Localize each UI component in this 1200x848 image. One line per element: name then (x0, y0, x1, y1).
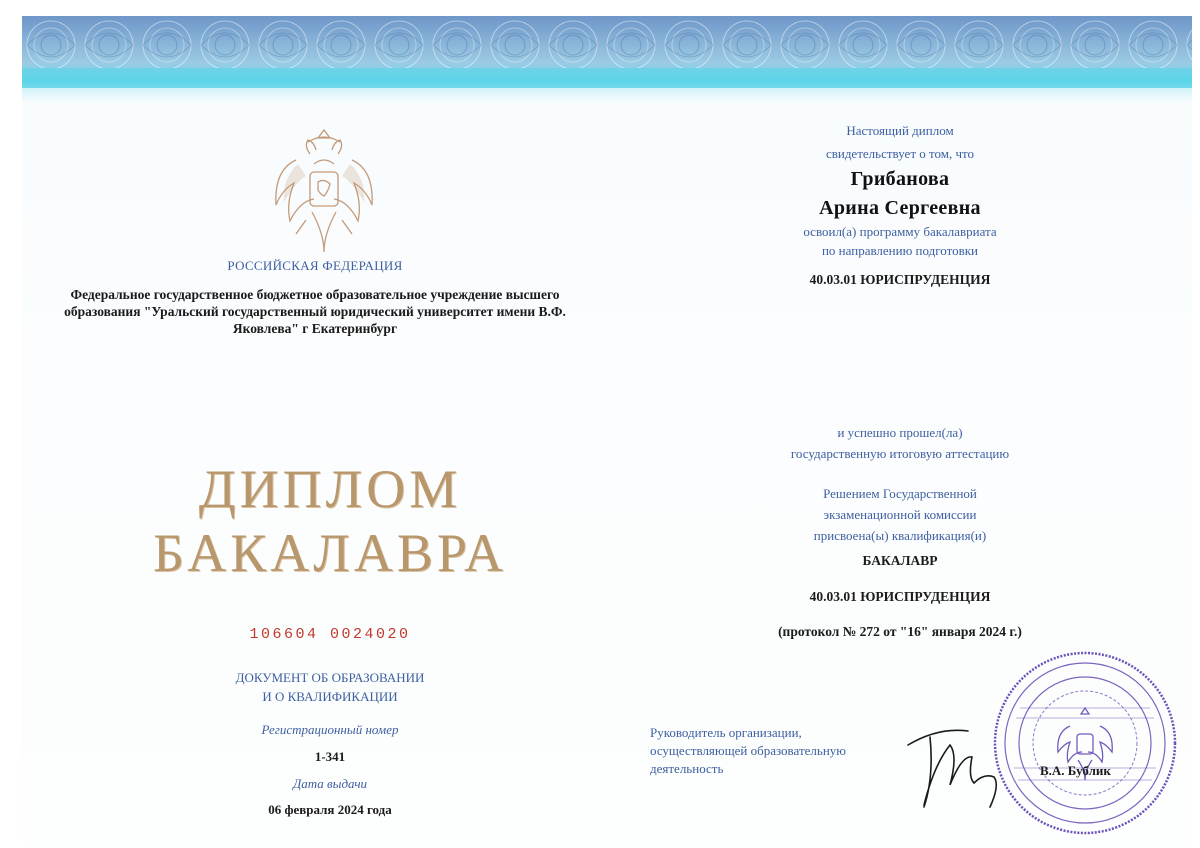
attestation-line1: и успешно прошел(ла) (837, 425, 963, 440)
decision-line3: присвоена(ы) квалификация(и) (813, 528, 987, 543)
serial-number: 106604 0024020 (249, 626, 411, 643)
attestation-line2: государственную итоговую аттестацию (790, 446, 1010, 461)
decorative-header-band (22, 16, 1192, 102)
intro-line2: свидетельствует о том, что (825, 146, 975, 161)
country-name: РОССИЙСКАЯ ФЕДЕРАЦИЯ (227, 258, 403, 273)
coat-of-arms-icon (268, 120, 380, 260)
registration-label: Регистрационный номер (261, 722, 399, 737)
graduate-given-names: Арина Сергеевна (819, 197, 981, 219)
diploma-title-line1: ДИПЛОМ (198, 459, 462, 519)
protocol-reference: (протокол № 272 от "16" января 2024 г.) (778, 624, 1022, 639)
signatory-caption (650, 724, 910, 778)
issue-date-label: Дата выдачи (292, 776, 368, 791)
program-intro-line1: освоил(а) программу бакалавриата (803, 224, 997, 239)
intro-line1: Настоящий диплом (846, 123, 954, 138)
guilloche-pattern (22, 16, 1192, 102)
registration-number: 1-341 (314, 749, 346, 764)
document-type-line1: ДОКУМЕНТ ОБ ОБРАЗОВАНИИ (235, 670, 425, 685)
program-name: 40.03.01 ЮРИСПРУДЕНЦИЯ (809, 272, 991, 287)
diploma-title-line2: БАКАЛАВРА (152, 523, 508, 583)
qualification: БАКАЛАВР (862, 553, 938, 568)
qualification-program: 40.03.01 ЮРИСПРУДЕНЦИЯ (809, 589, 991, 604)
graduate-surname: Грибанова (850, 168, 950, 190)
signatory-caption-line1: Руководитель организации, (650, 725, 802, 740)
official-seal-stamp (990, 648, 1180, 838)
signatory-caption-line2: осуществляющей образовательную (650, 743, 846, 758)
document-type-line2: И О КВАЛИФИКАЦИИ (262, 689, 398, 704)
document-type (170, 668, 490, 706)
decision-line1: Решением Государственной (823, 486, 977, 501)
decision-line2: экзаменационной комиссии (823, 507, 977, 522)
institution-name: Федеральное государственное бюджетное образовательное учреждение высшего образования "Уральский государственный юридический университет имени В.Ф. Яковлева" г Екатеринбург (64, 287, 566, 336)
signatory-caption-line3: деятельность (650, 761, 724, 776)
issue-date: 06 февраля 2024 года (268, 802, 392, 817)
signer-name: В.А. Бублик (1040, 763, 1111, 778)
program-intro-line2: по направлению подготовки (821, 243, 979, 258)
